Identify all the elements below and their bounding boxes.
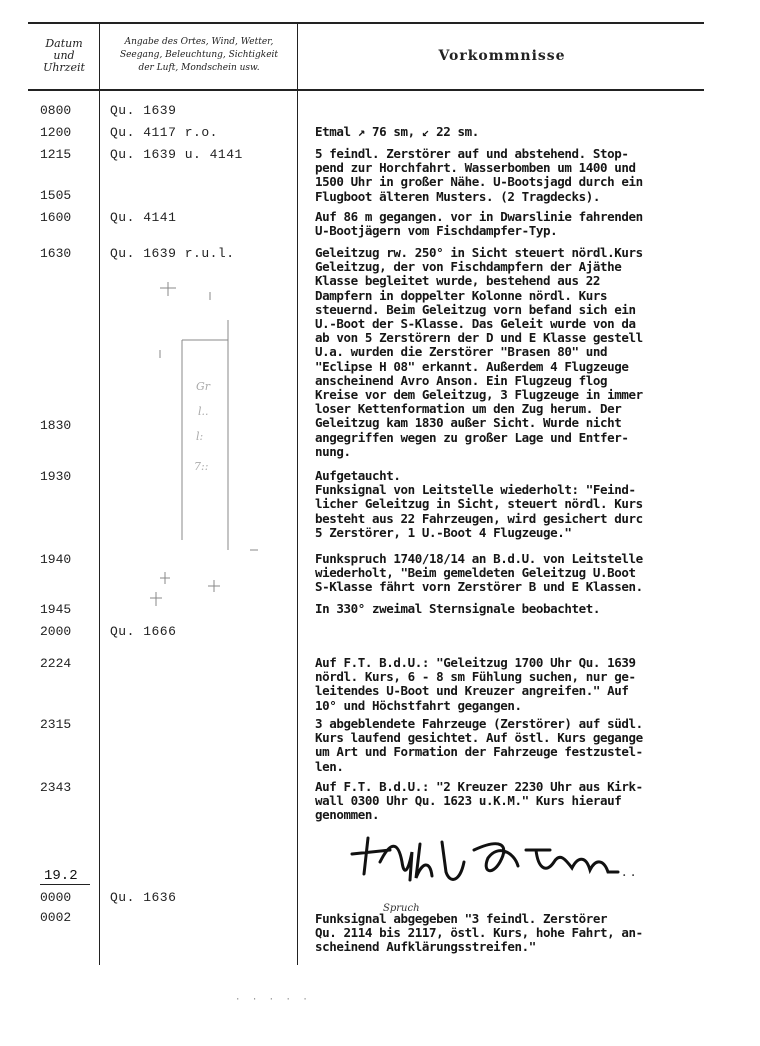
handwritten-note: Spruch — [383, 903, 420, 914]
time-1945: 1945 — [40, 602, 72, 617]
time-2343: 2343 — [40, 780, 72, 795]
time-1630: 1630 — [40, 246, 72, 261]
svg-text:. .: . . — [622, 864, 636, 880]
entry-surfaced: Aufgetaucht. Funksignal von Leitstelle wiederholt: "Feind- licher Geleitzug in Sicht, steuert nördl. Kurs besteht aus 22 Fahrzeugen, wird gesichert durc 5 Zerstörer, 1 U.-Boot 4 Flugzeuge." — [315, 468, 643, 540]
entry-funksignal: Funksignal abgegeben "3 feindl. Zerstörer Qu. 2114 bis 2117, östl. Kurs, hohe Fahrt, an- scheinend Aufklärungsstreifen." — [315, 911, 643, 955]
day-underline — [40, 884, 90, 885]
time-2315: 2315 — [40, 717, 72, 732]
time-1930: 1930 — [40, 469, 72, 484]
top-rule — [28, 22, 704, 24]
convoy-sketch — [140, 280, 280, 610]
header-rule — [28, 89, 704, 91]
entry-dive: Auf 86 m gegangen. vor in Dwarslinie fahrenden U-Bootjägern vom Fischdampfer-Typ. — [315, 209, 643, 239]
entry-ft-bdu-2: Auf F.T. B.d.U.: "2 Kreuzer 2230 Uhr aus Kirk- wall 0300 Uhr Qu. 1623 u.K.M." Kurs hierauf genommen. — [315, 779, 643, 823]
svg-text:l:: l: — [196, 430, 204, 443]
time-2224: 2224 — [40, 656, 72, 671]
entry-starsignals: In 330° zweimal Sternsignale beobachtet. — [315, 601, 601, 616]
time-1215: 1215 — [40, 147, 72, 162]
col-divider-1 — [99, 23, 100, 965]
time-1505: 1505 — [40, 188, 72, 203]
time-1600: 1600 — [40, 210, 72, 225]
place-1600: Qu. 4141 — [110, 210, 177, 225]
place-0800: Qu. 1639 — [110, 103, 177, 118]
svg-text:l..: l.. — [198, 405, 209, 418]
header-events: Vorkommnisse — [438, 48, 566, 64]
entry-funkspruch: Funkspruch 1740/18/14 an B.d.U. von Leitstelle wiederholt, "Beim gemeldeten Geleitzug U.Boot S-Klasse fährt vorn Zerstörer B und E Klassen. — [315, 551, 643, 595]
place-1215: Qu. 1639 u. 4141 — [110, 147, 243, 162]
place-1200: Qu. 4117 r.o. — [110, 125, 218, 140]
entry-destroyers: 5 feindl. Zerstörer auf und abstehend. Stop- pend zur Horchfahrt. Wasserbomben um 1400 und 1500 Uhr in großer Nähe. U-Bootsjagd durch ein Flugboot älteren Musters. (2 Tragdecks). — [315, 146, 643, 204]
time-0002: 0002 — [40, 910, 72, 925]
place-2000: Qu. 1666 — [110, 624, 177, 639]
svg-text:7::: 7:: — [194, 460, 209, 473]
time-1830: 1830 — [40, 418, 72, 433]
place-1630: Qu. 1639 r.u.l. — [110, 246, 235, 261]
time-0000: 0000 — [40, 890, 72, 905]
entry-etmal: Etmal ↗ 76 sm, ↙ 22 sm. — [315, 124, 479, 139]
entry-convoy: Geleitzug rw. 250° in Sicht steuert nördl.Kurs Geleitzug, der von Fischdampfern der Ajäthe Klasse begleitet wurde, bestehend aus 22 Dampfern in doppelter Kolonne nördl. Kurs steuernd. Beim Geleitzug vorn befand sich ein U.-Boot der S-Klasse. Das Geleit wurde von da ab von 5 Zerstörern der D und E Klasse gestell U.a. wurden die Zerstörer "Brasen 80" und "Eclipse H 08" erkannt. Außerdem 4 Flugzeuge anscheinend Avro Anson. Ein Flugzeug flog Kreise vor dem Geleitzug, 3 Flugzeuge in immer loser Kettenformation um den Zug herum. Der Geleitzug kam 1830 außer Sicht. Wurde nicht angegriffen wegen zu großer Lage und Entfer- nung. — [315, 245, 643, 459]
entry-ft-bdu-1: Auf F.T. B.d.U.: "Geleitzug 1700 Uhr Qu. 1639 nördl. Kurs, 6 - 8 sm Fühlung suchen, nur ge- leitendes U-Boot und Kreuzer angreifen." Auf 10° und Höchstfahrt gegangen. — [315, 655, 636, 713]
svg-text:Gr: Gr — [196, 380, 211, 393]
entry-dimmed-vessels: 3 abgeblendete Fahrzeuge (Zerstörer) auf südl. Kurs laufend gesichtet. Auf östl. Kurs gegange um Art und Formation der Fahrzeuge festzustel- len. — [315, 716, 643, 774]
time-1200: 1200 — [40, 125, 72, 140]
header-place: Angabe des Ortes, Wind, Wetter, Seegang, Beleuchtung, Sichtigkeit der Luft, Mondschein usw. — [119, 37, 279, 73]
handwritten-signature — [350, 832, 670, 892]
time-2000: 2000 — [40, 624, 72, 639]
scan-speckle: · · · · · — [235, 995, 311, 1005]
time-0800: 0800 — [40, 103, 72, 118]
day-mark: 19.2 — [44, 868, 78, 884]
header-date: Datum und Uhrzeit — [43, 37, 85, 74]
place-0000: Qu. 1636 — [110, 890, 177, 905]
time-1940: 1940 — [40, 552, 72, 567]
col-divider-2 — [297, 23, 298, 965]
